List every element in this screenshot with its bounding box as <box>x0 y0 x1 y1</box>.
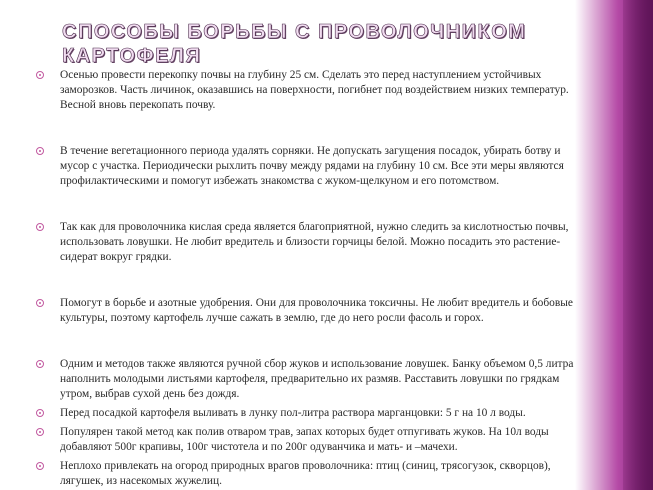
bullet-list <box>36 68 592 489</box>
list-item <box>36 68 592 113</box>
list-item <box>36 357 592 402</box>
list-item <box>36 425 592 455</box>
list-item <box>36 144 592 189</box>
list-item-text: Неплохо привлекать на огород природных врагов проволочника: птиц (синиц, трясогузок, скворцов), лягушек, из насекомых жужелиц. <box>60 460 551 487</box>
bullet-icon <box>36 147 44 155</box>
bullet-icon <box>36 299 44 307</box>
list-item-text: Помогут в борьбе и азотные удобрения. Они для проволочника токсичны. Не любит вредитель и бобовые культуры, поэтому картофель лучше сажать в землю, где до него росли фасоль и горох. <box>60 297 573 324</box>
bullet-icon <box>36 409 44 417</box>
list-item-text: В течение вегетационного периода удалять сорняки. Не допускать загущения посадок, убирать ботву и мусор с участка. Периодически рыхлить почву между рядами на глубину 10 см. Все эти меры являются профилактическими и помогут избежать знакомства с жуком-щелкуном и его потомством. <box>60 145 564 187</box>
list-item-text: Осенью провести перекопку почвы на глубину 25 см. Сделать это перед наступлением устойчивых заморозков. Часть личинок, оказавшись на поверхности, погибнет под воздействием низких температур. Весной вновь перекопать почву. <box>60 69 569 111</box>
list-item-text: Популярен такой метод как полив отваром трав, запах которых будет отпугивать жуков. На 10л воды добавляют 500г крапивы, 100г чистотела и по 200г одуванчика и мать- и –мачехи. <box>60 426 549 453</box>
bullet-icon <box>36 71 44 79</box>
bullet-icon <box>36 428 44 436</box>
list-item <box>36 459 592 489</box>
list-item-text: Одним и методов также являются ручной сбор жуков и использование ловушек. Банку объемом 0,5 литра наполнить молодыми листьями картофеля, предварительно их размяв. Расставить ловушки по грядкам утром, выбрав сухой день без дождя. <box>60 358 574 400</box>
bullet-icon <box>36 360 44 368</box>
list-item <box>36 406 592 421</box>
bullet-icon <box>36 462 44 470</box>
list-item <box>36 220 592 265</box>
list-item-text: Так как для проволочника кислая среда является благоприятной, нужно следить за кислотностью почвы, использовать ловушки. Не любит вредитель и близости горчицы белой. Можно посадить это растение-сидерат вокруг грядки. <box>60 221 569 263</box>
list-item-text: Перед посадкой картофеля выливать в лунку пол-литра раствора марганцовки: 5 г на 10 л воды. <box>60 407 526 419</box>
slide-title: СПОСОБЫ БОРЬБЫ С ПРОВОЛОЧНИКОМ КАРТОФЕЛЯ <box>62 21 527 67</box>
list-item <box>36 296 592 326</box>
bullet-icon <box>36 223 44 231</box>
